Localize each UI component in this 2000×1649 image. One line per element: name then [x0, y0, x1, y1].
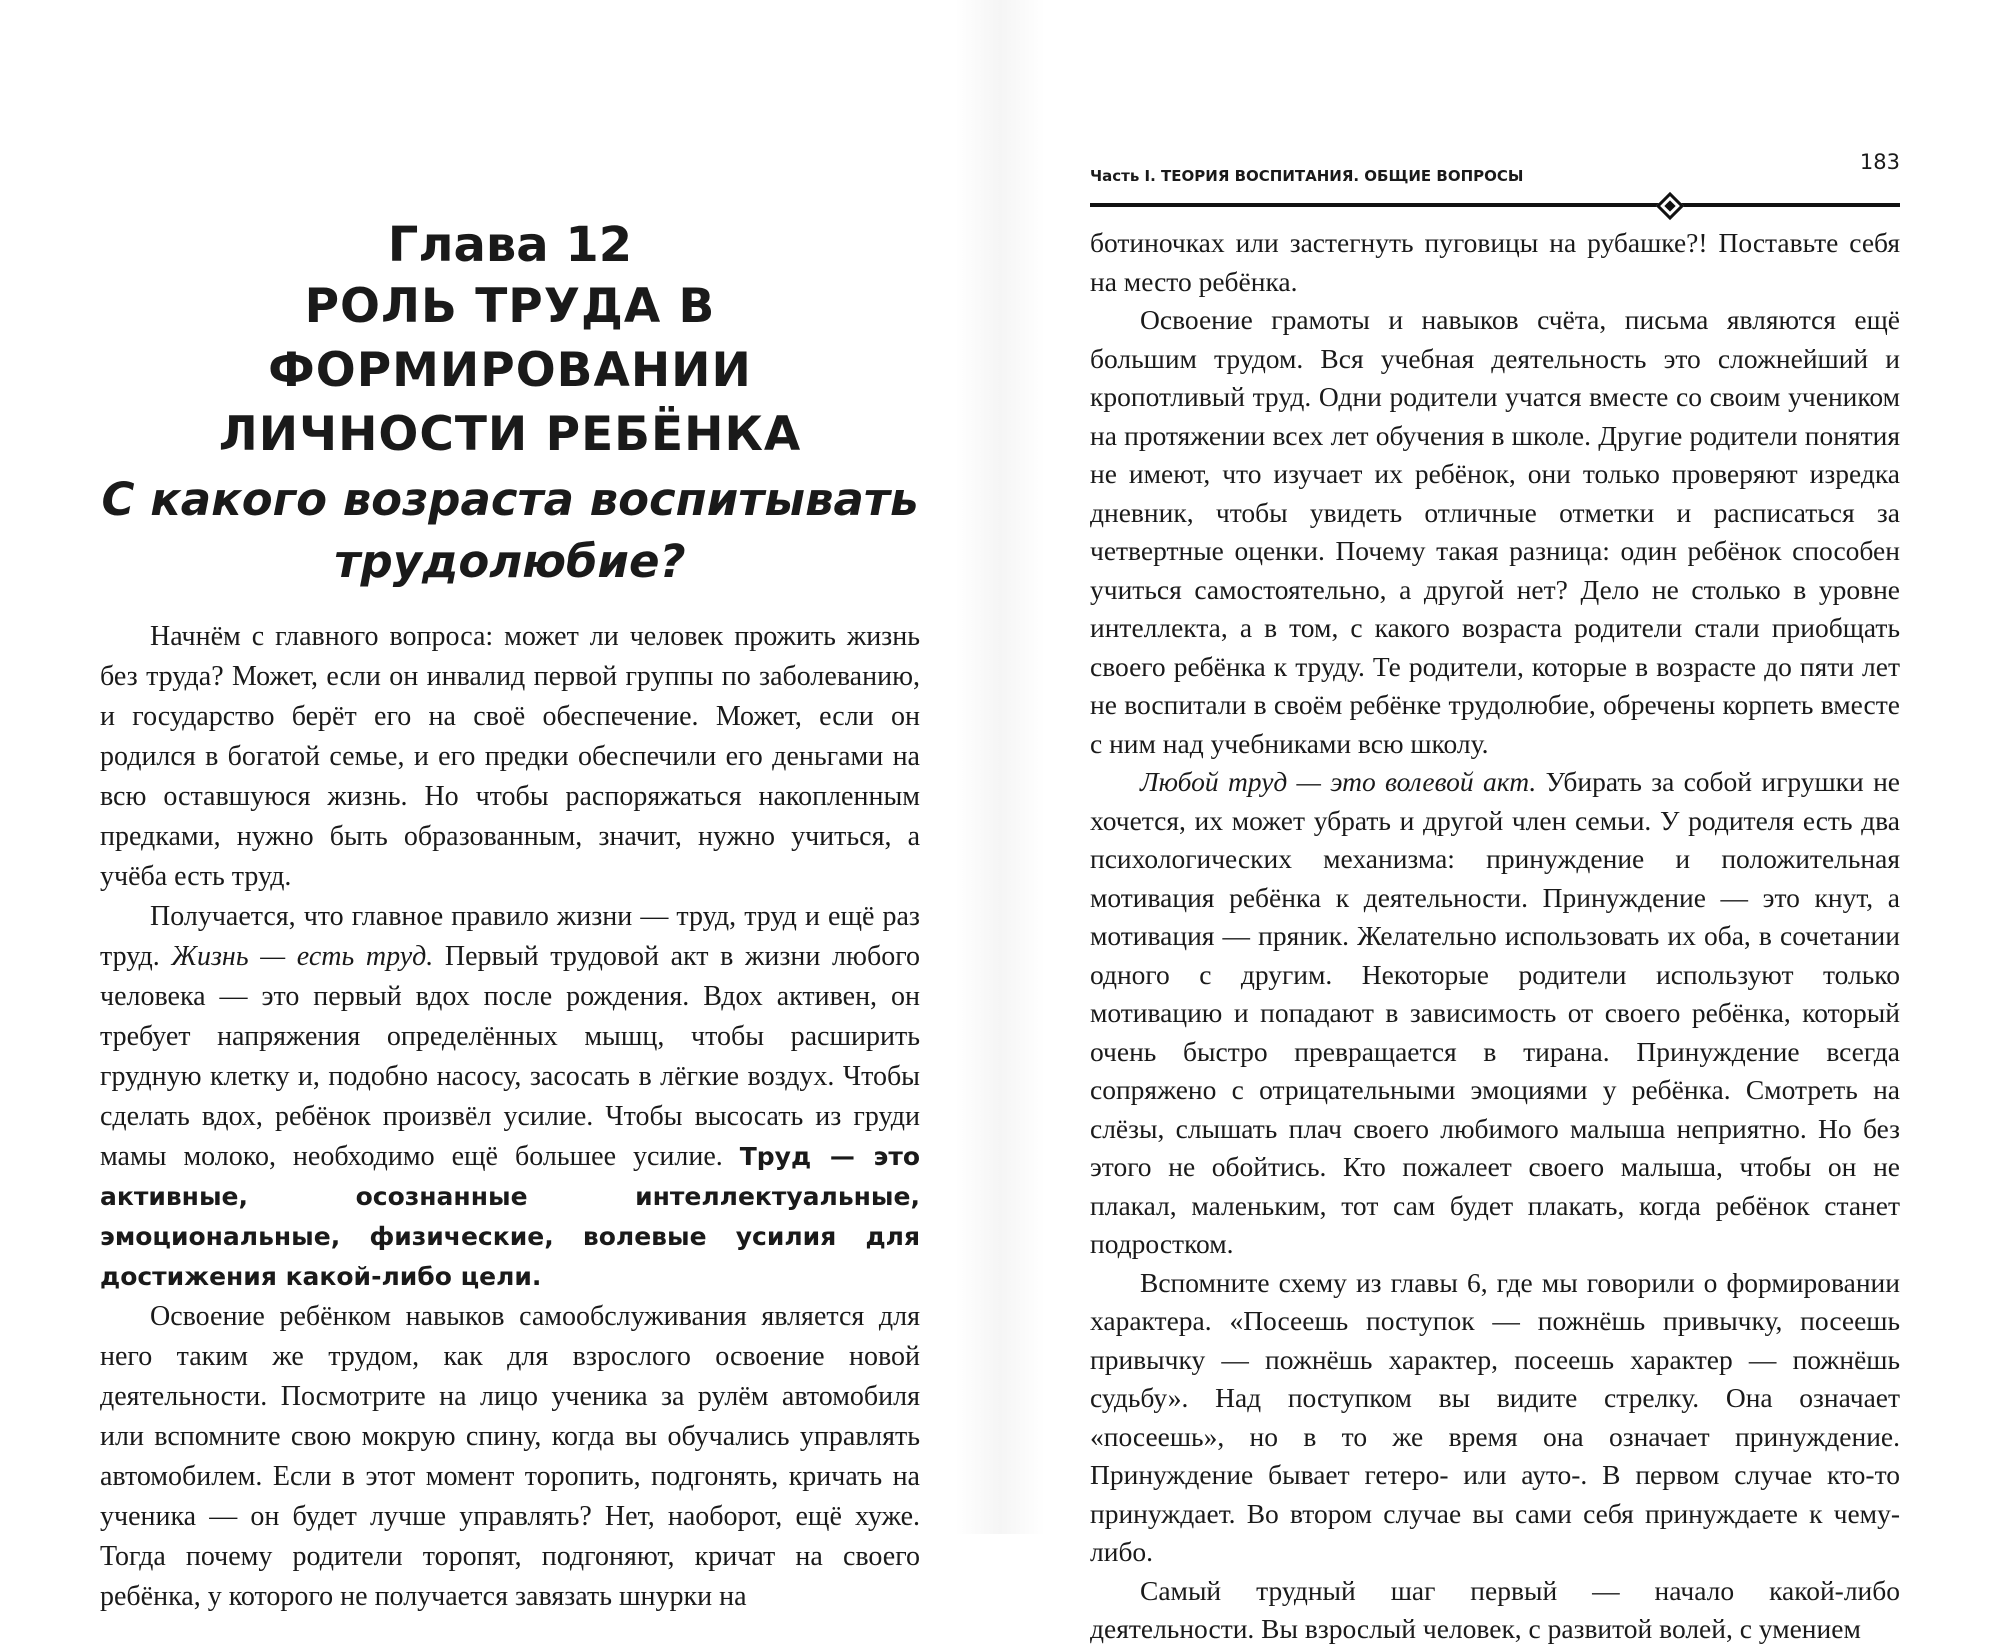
bold-definition: Труд — это активные, осознанные интеллектуальные, эмоциональные, физические, волевые усилия для достижения какой-либо цели.	[100, 1142, 921, 1291]
section-title	[100, 469, 920, 593]
rule-line	[1090, 203, 1900, 207]
text-run: Убирать за собой игрушки не хочется, их может убрать и другой член семьи. У родителя есть два психологических механизма: принуждение и положительная мотивация ребёнка к деятельности. Принуждение — это кнут, а мотивация — пряник. Желательно использовать их оба, в сочетании одного с другим. Некоторые родители используют только мотивацию и попадают в зависимость от своего ребёнка, который очень быстро превращается в тирана. Принуждение всегда сопряжено с отрицательными эмоциями у ребёнка. Смотреть на слёзы, слышать плач своего любимого малыша неприятно. Но без этого не обойтись. Кто пожалеет своего малыша, чтобы он не плакал, маленьким, тот сам будет плакать, когда ребёнок станет подростком.	[1090, 766, 1900, 1259]
left-page-body	[100, 617, 920, 1617]
chapter-number: Глава 12	[387, 217, 633, 273]
section-title-line-2: трудолюбие?	[334, 535, 686, 588]
paragraph: Освоение ребёнком навыков самообслуживания является для него таким же трудом, как для взрослого освоение новой деятельности. Посмотрите на лицо ученика за рулём автомобиля или вспомните свою мокрую спину, когда вы обучались управлять автомобилем. Если в этот момент торопить, подгонять, кричать на ученика — он будет лучше управлять? Нет, наоборот, ещё хуже. Тогда почему родители торопят, подгоняют, кричат на своего ребёнка, у которого не получается завязать шнурки на	[100, 1301, 920, 1612]
paragraph: ботиночках или застегнуть пуговицы на рубашке?! Поставьте себя на место ребёнка.	[1090, 227, 1900, 297]
text-run: Первый трудовой акт в жизни любого человека — это первый вдох после рождения. Вдох активен, он требует напряжения определённых мышц, чтобы расширить грудную клетку и, подобно насосу, засосать в лёгкие воздух. Чтобы сделать вдох, ребёнок произвёл усилие. Чтобы высосать из груди мамы молоко, необходимо ещё большее усилие.	[100, 941, 920, 1172]
running-title: Часть I. ТЕОРИЯ ВОСПИТАНИЯ. ОБЩИЕ ВОПРОСЫ	[1090, 167, 1524, 185]
chapter-title-line-1: РОЛЬ ТРУДА В ФОРМИРОВАНИИ	[268, 279, 752, 398]
chapter-heading	[100, 215, 920, 467]
book-gutter	[955, 0, 1045, 1534]
italic-emphasis: Жизнь — есть труд.	[171, 941, 434, 972]
running-head	[1090, 150, 1900, 198]
paragraph: Вспомните схему из главы 6, где мы говорили о формировании характера. «Посеешь поступок — пожнёшь привычку, посеешь привычку — пожнёшь характер, посеешь характер — пожнёшь судьбу». Над поступком вы видите стрелку. Она означает «посеешь», но в то же время она означает принуждение. Принуждение бывает гетеро- или ауто-. В первом случае кто-то принуждает. Во втором случае вы сами себя принуждаете к чему-либо.	[1090, 1266, 1900, 1567]
paragraph: Самый трудный шаг первый — начало какой-либо деятельности. Вы взрослый человек, с развитой волей, с умением	[1090, 1574, 1900, 1644]
right-page-body	[1090, 224, 1900, 1649]
italic-emphasis: Любой труд — это волевой акт.	[1140, 766, 1537, 797]
paragraph: Начнём с главного вопроса: может ли человек прожить жизнь без труда? Может, если он инвалид первой группы по заболеванию, и государство берёт его на своё обеспечение. Может, если он родился в богатой семье, и его предки обеспечили его деньгами на всю оставшуюся жизнь. Но чтобы распоряжаться накопленным предками, нужно быть образованным, значит, нужно учиться, а учёба есть труд.	[100, 621, 920, 892]
left-page	[100, 215, 920, 1617]
header-rule	[1090, 198, 1900, 212]
chapter-title-line-2: ЛИЧНОСТИ РЕБЁНКА	[218, 407, 802, 462]
section-title-line-1: С какого возраста воспитывать	[101, 473, 919, 526]
paragraph	[100, 897, 920, 1297]
text-run: Получается, что главное правило жизни — труд, труд и ещё раз труд.	[100, 901, 920, 972]
page-number: 183	[1859, 150, 1900, 174]
paragraph	[1090, 763, 1900, 1264]
right-page	[1090, 150, 1900, 1649]
paragraph: Освоение грамоты и навыков счёта, письма являются ещё большим трудом. Вся учебная деятельность это сложнейший и кропотливый труд. Одни родители учатся вместе со своим учеником на протяжении всех лет обучения в школе. Другие родители понятия не имеют, что изучает их ребёнок, они только проверяют изредка дневник, чтобы увидеть отличные отметки и расписаться за четвертные оценки. Почему такая разница: один ребёнок способен учиться самостоятельно, а другой нет? Дело не столько в уровне интеллекта, а в том, с какого возраста родители стали приобщать своего ребёнка к труду. Те родители, которые в возрасте до пяти лет не воспитали в своём ребёнке трудолюбие, обречены корпеть вместе с ним над учебниками всю школу.	[1090, 304, 1900, 759]
